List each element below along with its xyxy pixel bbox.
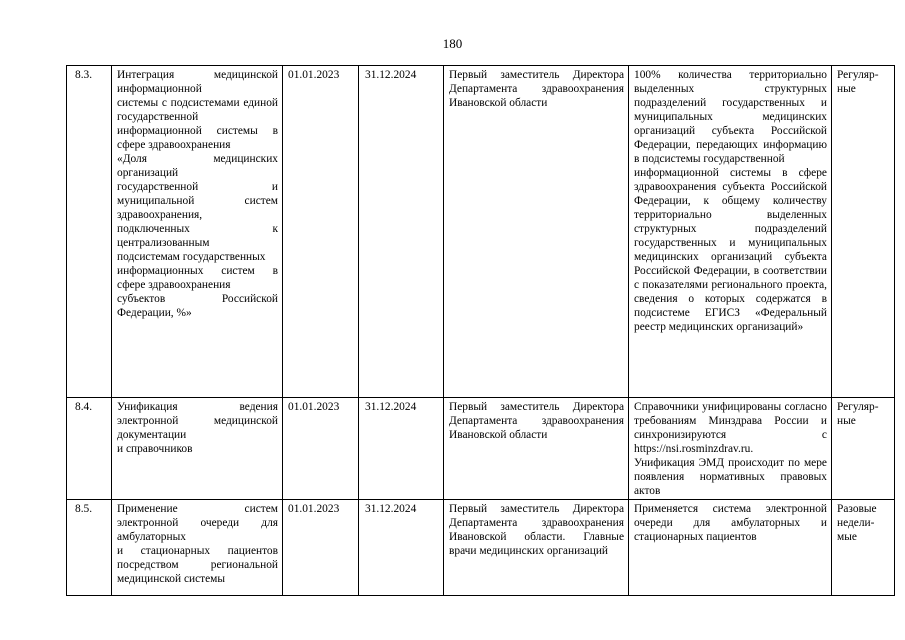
expected-result bbox=[629, 398, 832, 500]
end-date: 31.12.2024 bbox=[359, 500, 444, 596]
result-text: Справочники унифицированы согласно требованиям Минздрава России и синхронизируются с https://nsi.rosminzdrav.ru. bbox=[634, 401, 827, 455]
responsible-person: Первый заместитель Директора Департамента здравоохранения Ивановской области. Главные врачи медицинских организаций bbox=[444, 500, 629, 596]
plan-table bbox=[66, 65, 895, 596]
responsible-person: Первый заместитель Директора Департамента здравоохранения Ивановской области bbox=[444, 398, 629, 500]
expected-result: Применяется система электронной очереди для амбулаторных и стационарных пациентов bbox=[629, 500, 832, 596]
start-date: 01.01.2023 bbox=[283, 66, 359, 398]
table-row bbox=[67, 500, 895, 596]
start-date: 01.01.2023 bbox=[283, 398, 359, 500]
row-number: 8.5. bbox=[67, 500, 112, 596]
start-date: 01.01.2023 bbox=[283, 500, 359, 596]
result-text-extra: Унификация ЭМД происходит по мере появления нормативных правовых актов bbox=[634, 457, 827, 497]
measure-name: Интеграция медицинской информационной системы с подсистемами единой государственной информационной системы в сфере здравоохранения «Доля медицинских организаций государственной и муниципальной систем здравоохранения, подключенных к централизованным подсистемам государственных информационных систем в сфере здравоохранения субъектов Российской Федерации, %» bbox=[112, 66, 283, 398]
end-date: 31.12.2024 bbox=[359, 398, 444, 500]
table-row bbox=[67, 66, 895, 398]
measure-type: Разовые недели- мые bbox=[832, 500, 895, 596]
measure-name: Применение систем электронной очереди для амбулаторных и стационарных пациентов посредством региональной медицинской системы bbox=[112, 500, 283, 596]
row-number: 8.3. bbox=[67, 66, 112, 398]
row-number: 8.4. bbox=[67, 398, 112, 500]
measure-type: Регуляр- ные bbox=[832, 66, 895, 398]
table-row bbox=[67, 398, 895, 500]
page-number: 180 bbox=[442, 36, 463, 51]
end-date: 31.12.2024 bbox=[359, 66, 444, 398]
responsible-person: Первый заместитель Директора Департамента здравоохранения Ивановской области bbox=[444, 66, 629, 398]
expected-result: 100% количества территориально выделенных структурных подразделений государственных и муниципальных медицинских организаций субъекта Российской Федерации, передающих информацию в подсистемы государственной информационной системы в сфере здравоохранения субъекта Российской Федерации, к общему количеству территориально выделенных структурных подразделений государственных и муниципальных медицинских организаций субъекта Российской Федерации, в соответствии с показателями регионального проекта, сведения о которых содержатся в подсистеме ЕГИСЗ «Федеральный реестр медицинских организаций» bbox=[629, 66, 832, 398]
measure-type: Регуляр- ные bbox=[832, 398, 895, 500]
measure-name: Унификация ведения электронной медицинской документации и справочников bbox=[112, 398, 283, 500]
